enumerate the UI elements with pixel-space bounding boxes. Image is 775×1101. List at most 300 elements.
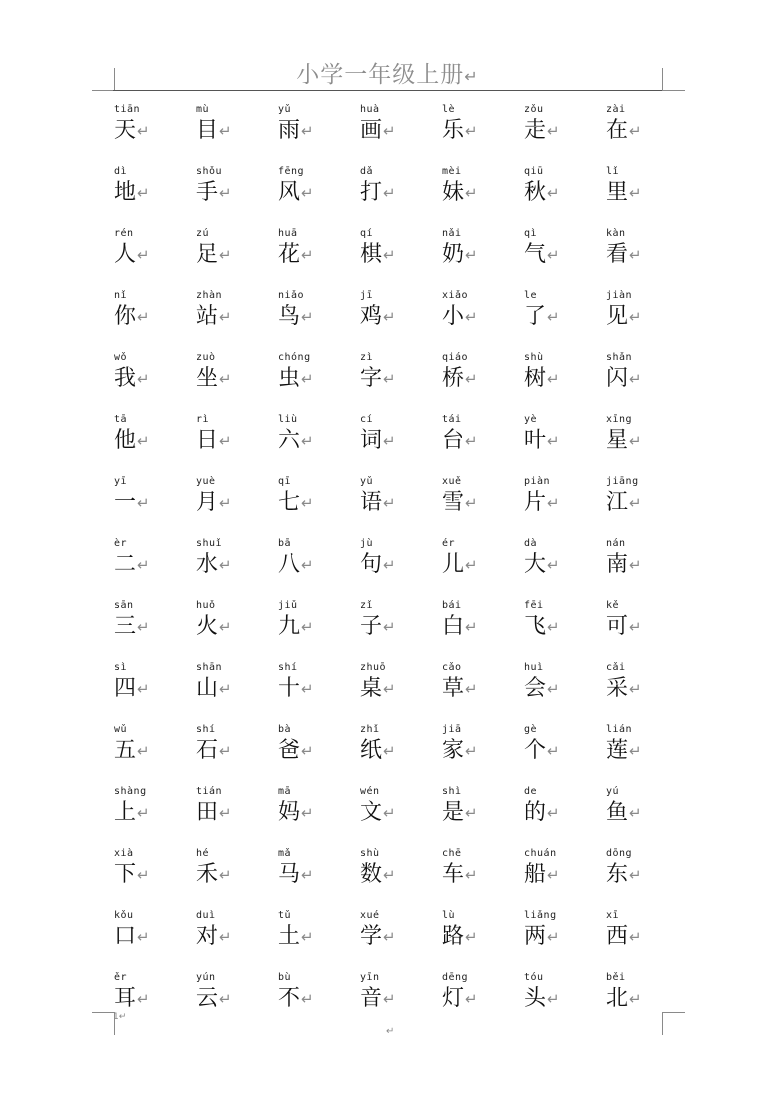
- character-cell[interactable]: [358, 290, 440, 352]
- hanzi-character[interactable]: 八: [278, 552, 301, 577]
- character-cell[interactable]: [276, 724, 358, 786]
- pinyin-label: zì: [360, 352, 374, 363]
- character-cell[interactable]: [522, 538, 604, 600]
- hanzi-character-line: [278, 180, 314, 206]
- hanzi-character[interactable]: 火: [196, 614, 219, 639]
- character-cell[interactable]: [276, 662, 358, 724]
- character-cell[interactable]: [522, 166, 604, 228]
- pinyin-label: qí: [360, 228, 374, 239]
- character-cell[interactable]: [194, 476, 276, 538]
- hanzi-character[interactable]: 打: [360, 180, 383, 205]
- hanzi-character[interactable]: 头: [524, 986, 547, 1011]
- paragraph-mark: ↵: [465, 246, 478, 264]
- hanzi-character[interactable]: 六: [278, 428, 301, 453]
- hanzi-character[interactable]: 白: [442, 614, 465, 639]
- character-cell[interactable]: [194, 662, 276, 724]
- character-cell[interactable]: [194, 538, 276, 600]
- character-cell[interactable]: [112, 600, 194, 662]
- paragraph-mark: ↵: [301, 122, 314, 140]
- paragraph-mark: ↵: [547, 680, 560, 698]
- hanzi-character[interactable]: 手: [196, 180, 219, 205]
- character-cell[interactable]: [358, 414, 440, 476]
- hanzi-character[interactable]: 二: [114, 552, 137, 577]
- character-cell[interactable]: [440, 724, 522, 786]
- hanzi-character[interactable]: 气: [524, 242, 547, 267]
- character-cell[interactable]: [276, 228, 358, 290]
- paragraph-mark: ↵: [219, 184, 232, 202]
- hanzi-character[interactable]: 石: [196, 738, 219, 763]
- hanzi-character-line: [606, 738, 642, 764]
- character-cell[interactable]: [604, 848, 686, 910]
- character-cell[interactable]: [522, 414, 604, 476]
- paragraph-mark: ↵: [219, 494, 232, 512]
- hanzi-character[interactable]: 坐: [196, 366, 219, 391]
- character-cell[interactable]: [440, 476, 522, 538]
- hanzi-character[interactable]: 桥: [442, 366, 465, 391]
- paragraph-mark: ↵: [383, 494, 396, 512]
- hanzi-character[interactable]: 儿: [442, 552, 465, 577]
- character-cell[interactable]: [604, 786, 686, 848]
- character-cell[interactable]: [194, 972, 276, 1034]
- hanzi-character[interactable]: 画: [360, 118, 383, 143]
- hanzi-character[interactable]: 江: [606, 490, 629, 515]
- paragraph-mark: ↵: [137, 432, 150, 450]
- hanzi-character[interactable]: 雨: [278, 118, 301, 143]
- character-cell[interactable]: [112, 228, 194, 290]
- character-cell[interactable]: [358, 352, 440, 414]
- pinyin-label: hé: [196, 848, 210, 859]
- character-cell[interactable]: [194, 228, 276, 290]
- hanzi-character[interactable]: 地: [114, 180, 137, 205]
- hanzi-character[interactable]: 四: [114, 676, 137, 701]
- hanzi-character[interactable]: 闪: [606, 366, 629, 391]
- hanzi-character-line: [278, 924, 314, 950]
- character-cell[interactable]: [604, 166, 686, 228]
- character-cell[interactable]: [522, 104, 604, 166]
- character-cell[interactable]: [358, 972, 440, 1034]
- character-cell[interactable]: [276, 414, 358, 476]
- hanzi-character[interactable]: 上: [114, 800, 137, 825]
- hanzi-character[interactable]: 飞: [524, 614, 547, 639]
- hanzi-character[interactable]: 足: [196, 242, 219, 267]
- hanzi-character[interactable]: 日: [196, 428, 219, 453]
- character-cell[interactable]: [522, 910, 604, 972]
- hanzi-character[interactable]: 东: [606, 862, 629, 887]
- hanzi-character[interactable]: 我: [114, 366, 137, 391]
- hanzi-character-line: [606, 800, 642, 826]
- character-cell[interactable]: [194, 104, 276, 166]
- paragraph-mark: ↵: [383, 866, 396, 884]
- character-cell[interactable]: [522, 290, 604, 352]
- hanzi-character[interactable]: 乐: [442, 118, 465, 143]
- character-cell[interactable]: [440, 228, 522, 290]
- character-cell[interactable]: [358, 166, 440, 228]
- paragraph-mark: ↵: [465, 990, 478, 1008]
- hanzi-character[interactable]: 鸟: [278, 304, 301, 329]
- pinyin-label: dēng: [442, 972, 469, 983]
- hanzi-character[interactable]: 桌: [360, 676, 383, 701]
- character-cell[interactable]: [194, 166, 276, 228]
- pinyin-label: jiàn: [606, 290, 633, 301]
- hanzi-character[interactable]: 会: [524, 676, 547, 701]
- hanzi-character[interactable]: 爸: [278, 738, 301, 763]
- hanzi-character[interactable]: 土: [278, 924, 301, 949]
- pinyin-label: fēng: [278, 166, 305, 177]
- hanzi-character[interactable]: 船: [524, 862, 547, 887]
- character-cell[interactable]: [440, 600, 522, 662]
- paragraph-mark: ↵: [137, 618, 150, 636]
- hanzi-character[interactable]: 文: [360, 800, 383, 825]
- hanzi-character[interactable]: 马: [278, 862, 301, 887]
- page-title[interactable]: 小学一年级上册: [296, 62, 465, 88]
- paragraph-mark: ↵: [219, 122, 232, 140]
- hanzi-character[interactable]: 人: [114, 242, 137, 267]
- character-cell[interactable]: [276, 104, 358, 166]
- hanzi-character[interactable]: 三: [114, 614, 137, 639]
- character-cell[interactable]: [112, 104, 194, 166]
- character-cell[interactable]: [276, 910, 358, 972]
- character-cell[interactable]: [276, 848, 358, 910]
- hanzi-character[interactable]: 星: [606, 428, 629, 453]
- hanzi-character[interactable]: 词: [360, 428, 383, 453]
- pinyin-label: shù: [524, 352, 544, 363]
- paragraph-mark: ↵: [629, 680, 642, 698]
- hanzi-character[interactable]: 云: [196, 986, 219, 1011]
- paragraph-mark: ↵: [219, 308, 232, 326]
- character-cell[interactable]: [276, 786, 358, 848]
- hanzi-character-line: [524, 986, 560, 1012]
- character-cell[interactable]: [604, 538, 686, 600]
- character-cell[interactable]: [276, 972, 358, 1034]
- character-cell[interactable]: [604, 600, 686, 662]
- hanzi-character[interactable]: 路: [442, 924, 465, 949]
- hanzi-character[interactable]: 车: [442, 862, 465, 887]
- character-cell[interactable]: [276, 290, 358, 352]
- character-cell[interactable]: [604, 662, 686, 724]
- hanzi-character[interactable]: 站: [196, 304, 219, 329]
- character-cell[interactable]: [522, 848, 604, 910]
- character-cell[interactable]: [276, 538, 358, 600]
- paragraph-mark: ↵: [465, 184, 478, 202]
- pinyin-label: mǎ: [278, 848, 292, 859]
- character-cell[interactable]: [194, 724, 276, 786]
- hanzi-character[interactable]: 耳: [114, 986, 137, 1011]
- hanzi-character-line: [524, 428, 560, 454]
- hanzi-character-line: [196, 986, 232, 1012]
- character-cell[interactable]: [276, 476, 358, 538]
- pinyin-label: sān: [114, 600, 134, 611]
- hanzi-character[interactable]: 句: [360, 552, 383, 577]
- pinyin-label: dì: [114, 166, 128, 177]
- hanzi-character[interactable]: 奶: [442, 242, 465, 267]
- character-cell[interactable]: [440, 290, 522, 352]
- hanzi-character[interactable]: 五: [114, 738, 137, 763]
- hanzi-character[interactable]: 片: [524, 490, 547, 515]
- pinyin-label: zhuō: [360, 662, 387, 673]
- hanzi-character[interactable]: 月: [196, 490, 219, 515]
- character-cell[interactable]: [112, 724, 194, 786]
- paragraph-mark: ↵: [629, 866, 642, 884]
- character-cell[interactable]: [112, 414, 194, 476]
- hanzi-character[interactable]: 花: [278, 242, 301, 267]
- character-cell[interactable]: [522, 600, 604, 662]
- character-cell[interactable]: [440, 972, 522, 1034]
- hanzi-character-line: [442, 118, 478, 144]
- pinyin-label: xuě: [442, 476, 462, 487]
- character-cell[interactable]: [112, 476, 194, 538]
- character-cell[interactable]: [112, 290, 194, 352]
- hanzi-character[interactable]: 里: [606, 180, 629, 205]
- hanzi-character[interactable]: 可: [606, 614, 629, 639]
- character-cell[interactable]: [194, 352, 276, 414]
- hanzi-character-line: [196, 490, 232, 516]
- character-cell[interactable]: [112, 786, 194, 848]
- hanzi-character-line: [524, 490, 560, 516]
- hanzi-character-line: [196, 676, 232, 702]
- hanzi-character[interactable]: 山: [196, 676, 219, 701]
- paragraph-mark: ↵: [547, 122, 560, 140]
- character-cell[interactable]: [112, 972, 194, 1034]
- hanzi-character[interactable]: 妈: [278, 800, 301, 825]
- hanzi-character[interactable]: 七: [278, 490, 301, 515]
- character-cell[interactable]: [112, 538, 194, 600]
- character-cell[interactable]: [440, 166, 522, 228]
- hanzi-character[interactable]: 口: [114, 924, 137, 949]
- character-cell[interactable]: [194, 290, 276, 352]
- hanzi-character[interactable]: 了: [524, 304, 547, 329]
- hanzi-character[interactable]: 一: [114, 490, 137, 515]
- character-cell[interactable]: [522, 724, 604, 786]
- hanzi-character[interactable]: 音: [360, 986, 383, 1011]
- paragraph-mark: ↵: [465, 494, 478, 512]
- character-cell[interactable]: [440, 414, 522, 476]
- character-cell[interactable]: [194, 848, 276, 910]
- hanzi-character-line: [114, 242, 150, 268]
- pinyin-label: èr: [114, 538, 128, 549]
- hanzi-character[interactable]: 数: [360, 862, 383, 887]
- character-cell[interactable]: [358, 538, 440, 600]
- hanzi-character[interactable]: 南: [606, 552, 629, 577]
- pinyin-label: tóu: [524, 972, 544, 983]
- hanzi-character[interactable]: 小: [442, 304, 465, 329]
- pinyin-label: yún: [196, 972, 216, 983]
- paragraph-mark: ↵: [137, 742, 150, 760]
- paragraph-mark: ↵: [219, 556, 232, 574]
- hanzi-character[interactable]: 家: [442, 738, 465, 763]
- pinyin-label: xué: [360, 910, 380, 921]
- paragraph-mark: ↵: [464, 67, 479, 86]
- character-cell[interactable]: [194, 600, 276, 662]
- paragraph-mark: ↵: [301, 246, 314, 264]
- hanzi-character[interactable]: 水: [196, 552, 219, 577]
- paragraph-mark: ↵: [301, 990, 314, 1008]
- paragraph-mark: ↵: [629, 556, 642, 574]
- character-cell[interactable]: [604, 910, 686, 972]
- hanzi-character[interactable]: 台: [442, 428, 465, 453]
- hanzi-character[interactable]: 他: [114, 428, 137, 453]
- pinyin-label: běi: [606, 972, 626, 983]
- pinyin-label: jiāng: [606, 476, 639, 487]
- paragraph-mark: ↵: [137, 308, 150, 326]
- pinyin-label: huì: [524, 662, 544, 673]
- character-cell[interactable]: [440, 786, 522, 848]
- hanzi-character[interactable]: 鸡: [360, 304, 383, 329]
- character-cell[interactable]: [604, 104, 686, 166]
- character-cell[interactable]: [522, 352, 604, 414]
- character-cell[interactable]: [276, 166, 358, 228]
- character-cell[interactable]: [440, 104, 522, 166]
- character-cell[interactable]: [112, 848, 194, 910]
- hanzi-character[interactable]: 走: [524, 118, 547, 143]
- character-cell[interactable]: [358, 724, 440, 786]
- hanzi-character[interactable]: 在: [606, 118, 629, 143]
- hanzi-character[interactable]: 大: [524, 552, 547, 577]
- paragraph-mark: ↵: [383, 246, 396, 264]
- hanzi-character[interactable]: 个: [524, 738, 547, 763]
- hanzi-character[interactable]: 风: [278, 180, 301, 205]
- hanzi-character[interactable]: 对: [196, 924, 219, 949]
- paragraph-mark: ↵: [465, 122, 478, 140]
- character-cell[interactable]: [276, 352, 358, 414]
- character-cell[interactable]: [112, 662, 194, 724]
- hanzi-character[interactable]: 棋: [360, 242, 383, 267]
- character-cell[interactable]: [358, 104, 440, 166]
- character-cell[interactable]: [440, 848, 522, 910]
- pinyin-label: bái: [442, 600, 462, 611]
- character-cell[interactable]: [604, 476, 686, 538]
- hanzi-character[interactable]: 西: [606, 924, 629, 949]
- hanzi-character-line: [278, 428, 314, 454]
- character-cell[interactable]: [440, 352, 522, 414]
- hanzi-character-line: [606, 428, 642, 454]
- hanzi-character[interactable]: 子: [360, 614, 383, 639]
- character-cell[interactable]: [440, 910, 522, 972]
- character-cell[interactable]: [194, 414, 276, 476]
- hanzi-character[interactable]: 两: [524, 924, 547, 949]
- paragraph-mark: ↵: [629, 742, 642, 760]
- pinyin-label: sì: [114, 662, 128, 673]
- paragraph-mark: ↵: [465, 866, 478, 884]
- hanzi-character[interactable]: 妹: [442, 180, 465, 205]
- hanzi-character-line: [360, 180, 396, 206]
- hanzi-character[interactable]: 纸: [360, 738, 383, 763]
- hanzi-character[interactable]: 叶: [524, 428, 547, 453]
- character-cell[interactable]: [604, 228, 686, 290]
- hanzi-character[interactable]: 天: [114, 118, 137, 143]
- hanzi-character-line: [524, 738, 560, 764]
- hanzi-character-line: [278, 242, 314, 268]
- character-cell[interactable]: [440, 538, 522, 600]
- character-cell[interactable]: [522, 972, 604, 1034]
- paragraph-mark: ↵: [219, 990, 232, 1008]
- hanzi-character[interactable]: 学: [360, 924, 383, 949]
- character-cell[interactable]: [522, 786, 604, 848]
- character-cell[interactable]: [112, 910, 194, 972]
- character-cell[interactable]: [276, 600, 358, 662]
- character-cell[interactable]: [194, 786, 276, 848]
- pinyin-label: cǎo: [442, 662, 462, 673]
- character-cell[interactable]: [112, 166, 194, 228]
- character-cell[interactable]: [358, 910, 440, 972]
- character-cell[interactable]: [358, 786, 440, 848]
- hanzi-character[interactable]: 九: [278, 614, 301, 639]
- character-cell[interactable]: [604, 414, 686, 476]
- paragraph-mark: ↵: [547, 432, 560, 450]
- character-cell[interactable]: [358, 662, 440, 724]
- hanzi-character[interactable]: 虫: [278, 366, 301, 391]
- hanzi-character[interactable]: 草: [442, 676, 465, 701]
- character-cell[interactable]: [604, 290, 686, 352]
- hanzi-character-line: [524, 552, 560, 578]
- character-cell[interactable]: [358, 848, 440, 910]
- character-cell[interactable]: [112, 352, 194, 414]
- pinyin-label: bà: [278, 724, 292, 735]
- hanzi-character[interactable]: 不: [278, 986, 301, 1011]
- character-cell[interactable]: [604, 352, 686, 414]
- paragraph-mark: ↵: [137, 370, 150, 388]
- hanzi-character[interactable]: 的: [524, 800, 547, 825]
- pinyin-label: liù: [278, 414, 298, 425]
- hanzi-character[interactable]: 鱼: [606, 800, 629, 825]
- hanzi-character[interactable]: 你: [114, 304, 137, 329]
- character-cell[interactable]: [358, 600, 440, 662]
- pinyin-label: ěr: [114, 972, 128, 983]
- character-cell[interactable]: [604, 972, 686, 1034]
- hanzi-character[interactable]: 灯: [442, 986, 465, 1011]
- pinyin-label: wǒ: [114, 352, 128, 363]
- hanzi-character-line: [442, 180, 478, 206]
- hanzi-character[interactable]: 树: [524, 366, 547, 391]
- paragraph-mark: ↵: [547, 742, 560, 760]
- hanzi-character-line: [114, 304, 150, 330]
- character-cell[interactable]: [522, 662, 604, 724]
- pinyin-label: chóng: [278, 352, 311, 363]
- character-cell[interactable]: [358, 476, 440, 538]
- hanzi-character[interactable]: 语: [360, 490, 383, 515]
- character-cell[interactable]: [604, 724, 686, 786]
- hanzi-character[interactable]: 田: [196, 800, 219, 825]
- character-cell[interactable]: [358, 228, 440, 290]
- hanzi-character[interactable]: 十: [278, 676, 301, 701]
- character-cell[interactable]: [522, 476, 604, 538]
- paragraph-mark: ↵: [137, 866, 150, 884]
- hanzi-character-line: [606, 490, 642, 516]
- hanzi-character[interactable]: 是: [442, 800, 465, 825]
- pinyin-label: huà: [360, 104, 380, 115]
- hanzi-character-line: [278, 676, 314, 702]
- hanzi-character[interactable]: 下: [114, 862, 137, 887]
- hanzi-character[interactable]: 采: [606, 676, 629, 701]
- hanzi-character[interactable]: 禾: [196, 862, 219, 887]
- hanzi-character[interactable]: 秋: [524, 180, 547, 205]
- paragraph-mark: ↵: [301, 804, 314, 822]
- hanzi-character[interactable]: 看: [606, 242, 629, 267]
- hanzi-character[interactable]: 字: [360, 366, 383, 391]
- character-cell[interactable]: [522, 228, 604, 290]
- hanzi-character[interactable]: 北: [606, 986, 629, 1011]
- pinyin-label: qì: [524, 228, 538, 239]
- character-cell[interactable]: [194, 910, 276, 972]
- hanzi-character[interactable]: 莲: [606, 738, 629, 763]
- hanzi-character[interactable]: 雪: [442, 490, 465, 515]
- hanzi-character[interactable]: 见: [606, 304, 629, 329]
- pinyin-label: nǐ: [114, 290, 128, 301]
- paragraph-mark: ↵: [301, 556, 314, 574]
- character-cell[interactable]: [440, 662, 522, 724]
- pinyin-label: yú: [606, 786, 620, 797]
- hanzi-character-line: [114, 180, 150, 206]
- hanzi-character[interactable]: 目: [196, 118, 219, 143]
